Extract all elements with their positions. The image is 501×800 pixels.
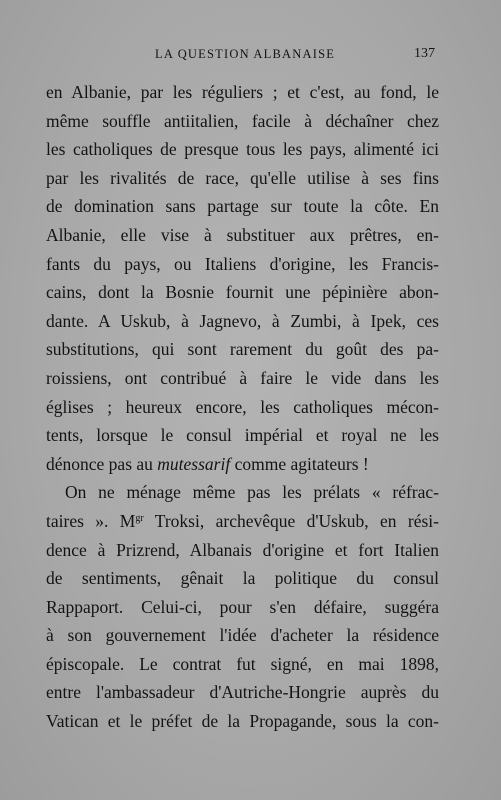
text-line: de domination sans partage sur toute la côte. En [46,196,439,217]
superscript-abbrev: gr [135,512,144,524]
text-line: Vatican et le préfet de la Propagande, sous la con- [46,711,439,732]
text-line: dence à Prizrend, Albanais d'origine et fort Italien [46,539,439,560]
text-line: Rappaport. Celui-ci, pour s'en défaire, suggéra [46,596,439,617]
paragraph-end-line [46,450,439,479]
running-head [0,44,501,64]
text-segment: dénonce pas au [46,453,158,474]
text-line: à son gouvernement l'idée d'acheter la résidence [46,625,439,646]
italic-term: mutessarif [157,453,231,474]
text-line: roissiens, ont contribué à faire le vide dans les [46,367,439,388]
paragraph-start-line: On ne ménage même pas les prélats « réfrac- [65,482,439,503]
text-line: substitutions, qui sont rarement du goût des pa- [46,339,439,360]
text-line: en Albanie, par les réguliers ; et c'est, au fond, le [46,82,439,102]
text-line: fants du pays, ou Italiens d'origine, les Francis- [46,253,439,274]
text-line: cains, dont la Bosnie fournit une pépinière abon- [46,282,439,303]
running-title: LA QUESTION ALBANAISE [155,47,336,61]
text-line: de sentiments, gênait la politique du consul [46,568,439,589]
text-segment: taires ». M [46,510,136,531]
text-line: par les rivalités de race, qu'elle utilise à ses fins [46,167,439,188]
text-line: épiscopale. Le contrat fut signé, en mai 1898, [46,653,439,674]
text-line: même souffle antiitalien, facile à déchaîner chez [46,110,439,131]
text-line: tents, lorsque le consul impérial et royal ne les [46,425,439,446]
text-line: églises ; heureux encore, les catholiques mécon- [46,396,439,417]
text-line: Albanie, elle vise à substituer aux prêtres, en- [46,224,439,245]
text-line: entre l'ambassadeur d'Autriche-Hongrie auprès du [46,682,439,703]
body-text [46,78,439,736]
text-line: les catholiques de presque tous les pays, alimenté ici [46,139,439,160]
text-line [46,507,439,536]
text-segment: comme agitateurs ! [230,453,369,474]
text-line: dante. A Uskub, à Jagnevo, à Zumbi, à Ipek, ces [46,310,439,331]
page-number: 137 [414,46,435,61]
text-segment: Troksi, archevêque d'Uskub, en rési- [143,510,439,531]
